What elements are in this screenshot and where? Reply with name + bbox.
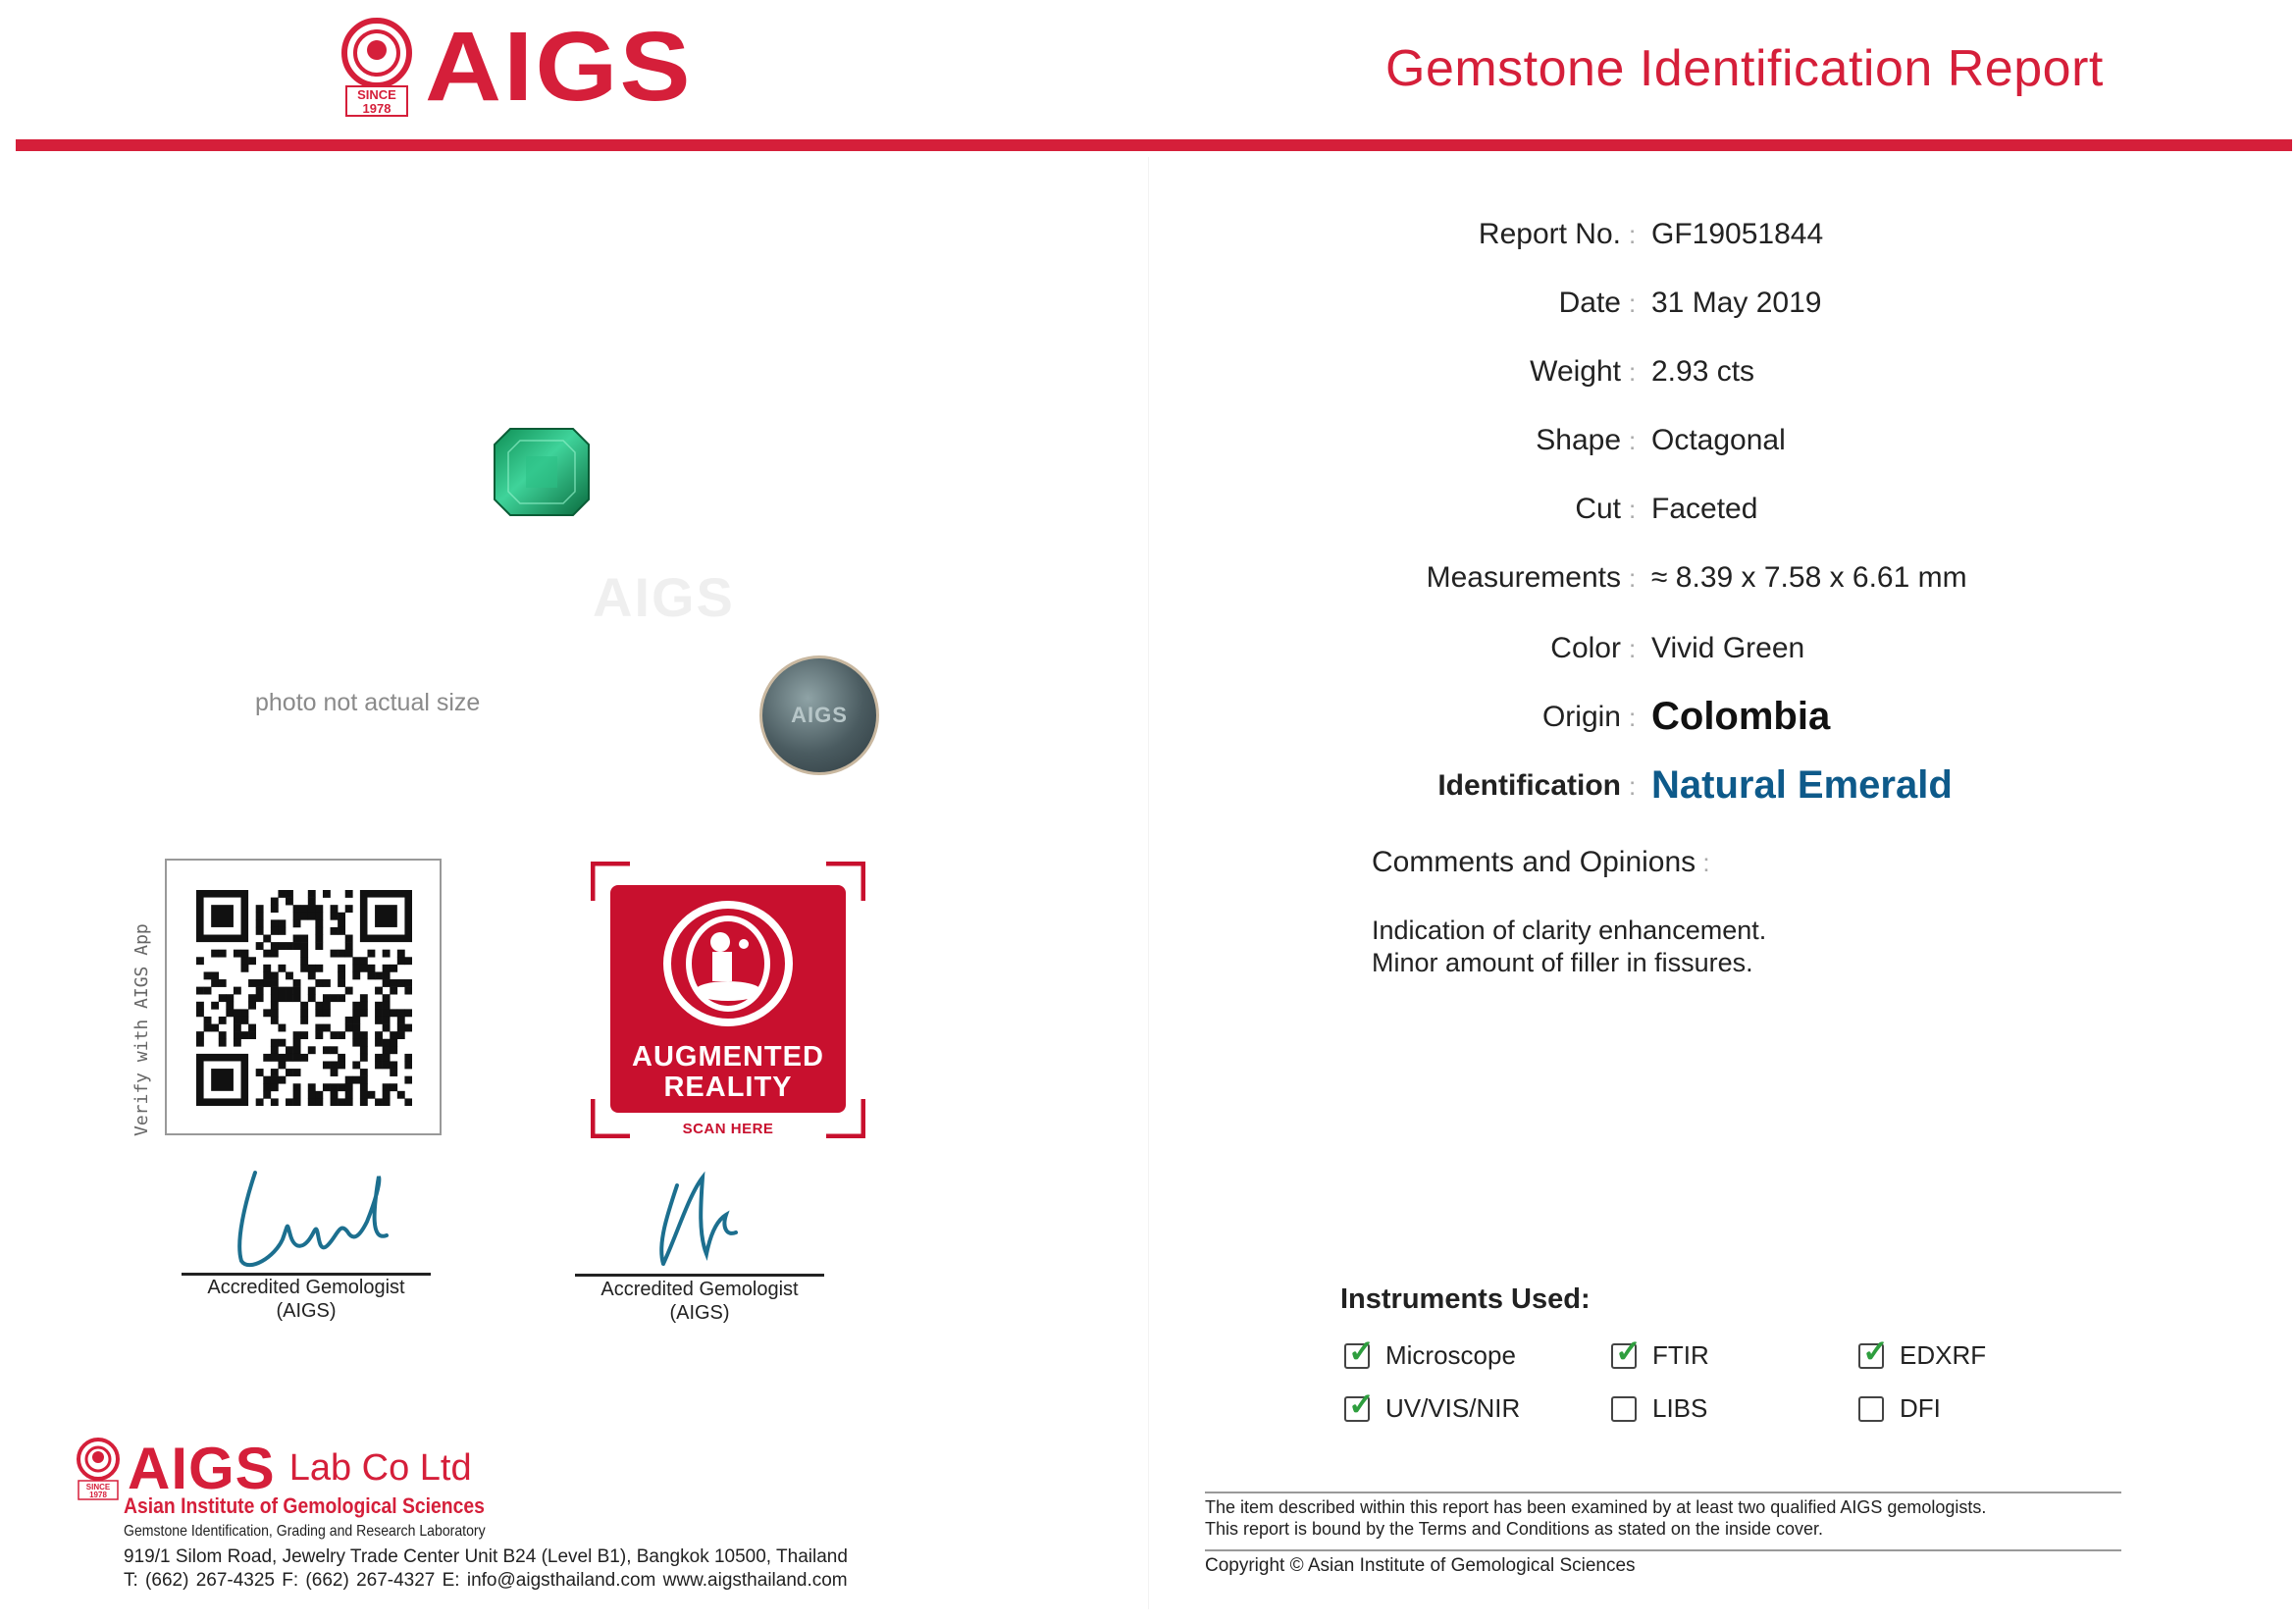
comments-title: Comments and Opinions :	[1372, 846, 1710, 878]
comments-body	[1372, 915, 1766, 979]
photo-note: photo not actual size	[255, 689, 481, 716]
field-label: Origin	[1541, 701, 1621, 733]
signature-caption-2	[575, 1278, 824, 1325]
instrument-label: EDXRF	[1900, 1340, 1987, 1370]
photo-watermark: AIGS	[593, 566, 735, 628]
field-value: Octagonal	[1651, 424, 1786, 456]
comments-title-text: Comments and Opinions	[1372, 846, 1696, 878]
instrument-item	[1611, 1393, 1707, 1424]
lab-logo	[75, 1435, 472, 1502]
since-year: 1978	[362, 101, 391, 116]
footer-notice-line: This report is bound by the Terms and Conditions as stated on the inside cover.	[1205, 1519, 1824, 1539]
instrument-item	[1858, 1333, 1987, 1371]
instrument-label: Microscope	[1385, 1340, 1516, 1370]
since-label: SINCE	[85, 1482, 111, 1492]
instrument-label: LIBS	[1652, 1393, 1708, 1423]
field-colon: :	[1629, 426, 1637, 455]
field-colon: :	[1629, 771, 1637, 801]
brand-wordmark: AIGS	[425, 12, 693, 122]
since-label: SINCE	[357, 87, 396, 102]
field-label: Report No.	[1478, 218, 1621, 250]
checkbox-icon	[1858, 1396, 1884, 1422]
instrument-item	[1858, 1393, 1941, 1424]
instrument-item	[1344, 1386, 1521, 1424]
aigs-logo	[339, 12, 693, 122]
signature-caption-1	[182, 1276, 431, 1323]
field-colon: :	[1629, 703, 1637, 732]
aigs-emblem-icon	[75, 1438, 122, 1500]
verify-app-text: Verify with AIGS App	[131, 923, 152, 1136]
lab-address: 919/1 Silom Road, Jewelry Trade Center Unit B24 (Level B1), Bangkok 10500, Thailand	[124, 1546, 848, 1567]
footer-rule-bottom	[1205, 1549, 2121, 1551]
field-value: 2.93 cts	[1651, 355, 1755, 388]
field-label: Date	[1558, 287, 1621, 319]
institute-name: Asian Institute of Gemological Sciences	[124, 1493, 485, 1518]
field-colon: :	[1629, 288, 1637, 318]
ar-scan-label: SCAN HERE	[682, 1121, 774, 1137]
hologram-text: AIGS	[791, 703, 848, 727]
instrument-label: UV/VIS/NIR	[1385, 1393, 1521, 1423]
field-value: Vivid Green	[1651, 632, 1805, 664]
check-icon: ✓	[1348, 1386, 1375, 1422]
field-label: Color	[1550, 632, 1621, 664]
lab-contact: T: (662) 267-4325 F: (662) 267-4327 E: info@aigsthailand.com www.aigsthailand.com	[124, 1570, 848, 1591]
ar-logo-icon	[610, 885, 846, 1042]
ar-line-2: REALITY	[663, 1072, 793, 1103]
field-label: Measurements	[1426, 561, 1621, 594]
comment-line: Minor amount of filler in fissures.	[1372, 948, 1753, 977]
page-fold	[1148, 157, 1149, 1609]
instruments-title: Instruments Used:	[1340, 1283, 1591, 1315]
lab-subtitle: Gemstone Identification, Grading and Research Laboratory	[124, 1523, 486, 1540]
footer-rule-top	[1205, 1492, 2121, 1493]
field-colon: :	[1629, 357, 1637, 387]
hologram-seal-icon	[759, 655, 879, 775]
field-colon: :	[1629, 495, 1637, 524]
checked-box-icon	[1344, 1386, 1375, 1422]
checked-box-icon	[1858, 1333, 1889, 1369]
lab-brand: AIGS	[128, 1436, 276, 1501]
checkbox-icon	[1611, 1396, 1637, 1422]
field-value: Faceted	[1651, 493, 1758, 525]
gem-photo	[493, 427, 591, 517]
field-label: Weight	[1530, 355, 1621, 388]
check-icon: ✓	[1615, 1333, 1642, 1369]
instrument-label: DFI	[1900, 1393, 1941, 1423]
field-label: Cut	[1575, 493, 1621, 525]
field-colon: :	[1629, 563, 1637, 593]
qr-code-icon	[196, 890, 412, 1106]
field-value: GF19051844	[1651, 218, 1824, 250]
footer-notice	[1205, 1496, 1986, 1540]
instrument-item	[1344, 1333, 1516, 1371]
field-value: ≈ 8.39 x 7.58 x 6.61 mm	[1651, 561, 1967, 594]
qr-code[interactable]	[165, 859, 442, 1135]
check-icon: ✓	[1348, 1333, 1375, 1369]
checked-box-icon	[1344, 1333, 1375, 1369]
field-colon: :	[1629, 634, 1637, 663]
since-year: 1978	[89, 1490, 107, 1499]
header-divider	[16, 139, 2292, 151]
footer-notice-line: The item described within this report has been examined by at least two qualified AIGS gemologists.	[1205, 1497, 1987, 1517]
ar-title	[610, 1042, 846, 1103]
signature-title: Accredited Gemologist	[600, 1279, 799, 1300]
check-icon: ✓	[1862, 1333, 1889, 1369]
signature-1	[206, 1163, 422, 1281]
field-label: Shape	[1536, 424, 1621, 456]
field-label: Identification	[1437, 769, 1621, 802]
copyright: Copyright © Asian Institute of Gemological Sciences	[1205, 1555, 1636, 1576]
comment-line: Indication of clarity enhancement.	[1372, 916, 1767, 945]
checked-box-icon	[1611, 1333, 1642, 1369]
signature-line-2	[575, 1274, 824, 1277]
field-value: Colombia	[1651, 695, 1831, 738]
field-value: 31 May 2019	[1651, 287, 1822, 319]
instrument-label: FTIR	[1652, 1340, 1709, 1370]
signature-2	[638, 1166, 756, 1274]
instrument-item	[1611, 1333, 1709, 1371]
aigs-emblem-icon	[339, 18, 415, 118]
report-title: Gemstone Identification Report	[1385, 40, 2104, 97]
field-colon: :	[1629, 220, 1637, 249]
ar-line-1: AUGMENTED	[632, 1041, 824, 1073]
signature-title: Accredited Gemologist	[207, 1277, 405, 1298]
field-value: Natural Emerald	[1651, 763, 1953, 807]
signature-org: (AIGS)	[669, 1302, 730, 1324]
lab-name-suffix: Lab Co Ltd	[288, 1447, 472, 1489]
signature-org: (AIGS)	[276, 1300, 337, 1322]
